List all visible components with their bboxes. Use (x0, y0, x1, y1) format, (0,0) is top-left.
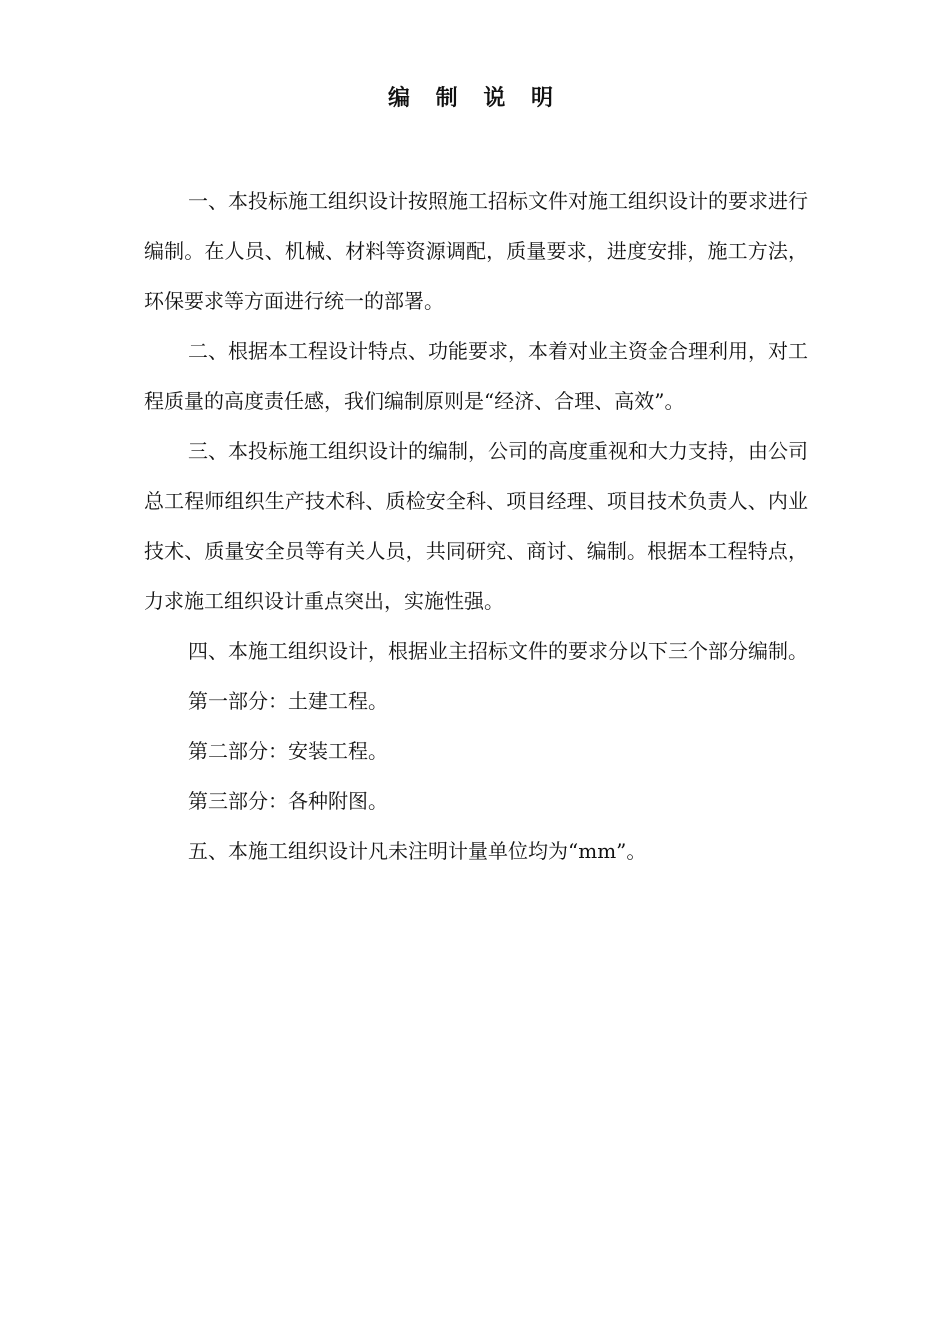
paragraph-4: 四、本施工组织设计，根据业主招标文件的要求分以下三个部分编制。 (188, 639, 808, 663)
part-one-item: 第一部分：土建工程。 (188, 689, 388, 713)
paragraph-5: 五、本施工组织设计凡未注明计量单位均为“mm”。 (188, 839, 647, 863)
part-three-item: 第三部分：各种附图。 (188, 789, 388, 813)
paragraph-3: 三、本投标施工组织设计的编制，公司的高度重视和大力支持，由公司总工程师组织生产技术科、质检安全科、项目经理、项目技术负责人、内业技术、质量安全员等有关人员，共同研究、商讨、编制。根据本工程特点，力求施工组织设计重点突出，实施性强。 (144, 439, 808, 613)
paragraph-1: 一、本投标施工组织设计按照施工招标文件对施工组织设计的要求进行编制。在人员、机械、材料等资源调配，质量要求，进度安排，施工方法，环保要求等方面进行统一的部署。 (144, 189, 808, 313)
part-two-item: 第二部分：安装工程。 (188, 739, 388, 763)
paragraph-2: 二、根据本工程设计特点、功能要求，本着对业主资金合理利用，对工程质量的高度责任感，我们编制原则是“经济、合理、高效”。 (144, 339, 808, 413)
document-body (144, 176, 808, 876)
document-title: 编 制 说 明 (388, 86, 562, 111)
